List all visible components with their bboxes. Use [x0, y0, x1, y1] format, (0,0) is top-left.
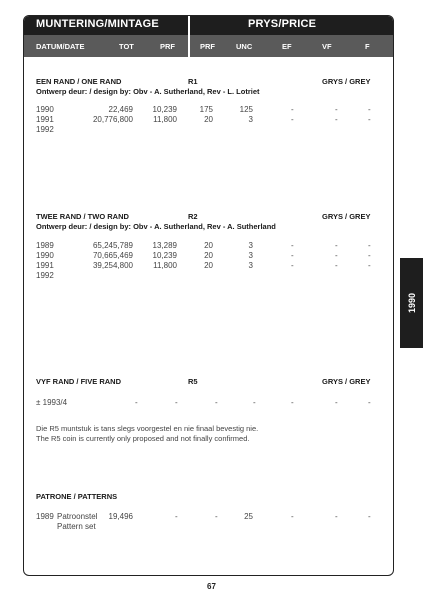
r1-row1-unc: 125 [239, 105, 253, 114]
r5-note-english: The R5 coin is currently only proposed and not finally confirmed. [36, 434, 250, 443]
page-number: 67 [207, 582, 216, 591]
r1-row2-ef: - [291, 115, 294, 124]
r1-metal: GRYS / GREY [322, 77, 371, 86]
col-prf: PRF [160, 42, 175, 51]
r2-row3-vf: - [335, 261, 338, 270]
r5-note-afrikaans: Die R5 muntstuk is tans slegs voorgestel en nie finaal bevestig nie. [36, 424, 259, 433]
r2-row3-year: 1991 [36, 261, 54, 270]
r1-design: Ontwerp deur: / design by: Obv - A. Sutherland, Rev - L. Lotriet [36, 87, 260, 96]
patterns-row1-vf: - [335, 512, 338, 521]
patterns-row1-ef: - [291, 512, 294, 521]
r2-row2-unc: 3 [248, 251, 253, 260]
r2-row2-tot: 70,665,469 [92, 251, 133, 260]
r1-row1-year: 1990 [36, 105, 54, 114]
patterns-title: PATRONE / PATTERNS [36, 492, 118, 501]
patterns-row1-prf: - [175, 512, 178, 521]
r5-row1-unc: - [253, 398, 256, 407]
r5-code: R5 [188, 377, 198, 386]
col-ef: EF [282, 42, 292, 51]
col-unc: UNC [236, 42, 253, 51]
col-price-prf: PRF [200, 42, 215, 51]
r2-metal: GRYS / GREY [322, 212, 371, 221]
r2-row2-year: 1990 [36, 251, 54, 260]
r2-row1-vf: - [335, 241, 338, 250]
r1-row2-f: - [368, 115, 371, 124]
r5-row1-f: - [368, 398, 371, 407]
r5-row1-tot: - [135, 398, 138, 407]
col-f: F [365, 42, 370, 51]
r1-row3-year: 1992 [36, 125, 54, 134]
r2-row1-year: 1989 [36, 241, 54, 250]
patterns-row1-unc: 25 [244, 512, 253, 521]
r2-row2-vf: - [335, 251, 338, 260]
r2-row1-ef: - [291, 241, 294, 250]
r2-row2-prf2: 20 [204, 251, 213, 260]
r1-row1-prf: 10,239 [152, 105, 177, 114]
patterns-row1-prf2: - [215, 512, 218, 521]
r1-row2-prf2: 20 [204, 115, 213, 124]
price-title: PRYS/PRICE [248, 18, 317, 30]
header-divider [188, 16, 190, 57]
r2-row1-prf: 13,289 [152, 241, 177, 250]
r1-row2-unc: 3 [248, 115, 253, 124]
r1-row1-prf2: 175 [199, 105, 213, 114]
r2-row1-tot: 65,245,789 [92, 241, 133, 250]
year-side-tab-label: 1990 [406, 292, 417, 314]
r5-row1-vf: - [335, 398, 338, 407]
r5-row1-ef: - [291, 398, 294, 407]
page-frame [23, 15, 394, 576]
r5-metal: GRYS / GREY [322, 377, 371, 386]
r2-row1-unc: 3 [248, 241, 253, 250]
r1-row1-vf: - [335, 105, 338, 114]
r2-title: TWEE RAND / TWO RAND [36, 212, 129, 221]
patterns-row1-tot: 19,496 [108, 512, 133, 521]
r1-row2-prf: 11,800 [153, 115, 177, 124]
r2-row3-tot: 39,254,800 [92, 261, 133, 270]
r2-row3-prf: 11,800 [153, 261, 177, 270]
r5-row1-prf2: - [215, 398, 218, 407]
r1-row2-tot: 20,776,800 [92, 115, 133, 124]
patterns-row1-name-en: Pattern set [57, 522, 96, 531]
r1-row1-ef: - [291, 105, 294, 114]
r2-row1-f: - [368, 241, 371, 250]
col-tot: TOT [119, 42, 134, 51]
patterns-row1-year: 1989 [36, 512, 54, 521]
col-vf: VF [322, 42, 332, 51]
r2-row3-ef: - [291, 261, 294, 270]
r1-row2-year: 1991 [36, 115, 54, 124]
patterns-row1-f: - [368, 512, 371, 521]
r5-row1-year: ± 1993/4 [36, 398, 68, 407]
r2-row2-f: - [368, 251, 371, 260]
patterns-row1-name-af: Patroonstel [57, 512, 98, 521]
r2-row2-ef: - [291, 251, 294, 260]
r1-row1-f: - [368, 105, 371, 114]
mintage-title: MUNTERING/MINTAGE [36, 18, 159, 30]
r2-row2-prf: 10,239 [152, 251, 177, 260]
r1-row2-vf: - [335, 115, 338, 124]
r5-title: VYF RAND / FIVE RAND [36, 377, 122, 386]
r2-design: Ontwerp deur: / design by: Obv - A. Sutherland, Rev - A. Sutherland [36, 222, 276, 231]
year-side-tab [400, 258, 423, 348]
r2-row3-prf2: 20 [204, 261, 213, 270]
r2-row4-year: 1992 [36, 271, 54, 280]
r2-code: R2 [188, 212, 198, 221]
col-date: DATUM/DATE [36, 42, 85, 51]
r1-row1-tot: 22,469 [108, 105, 133, 114]
r2-row3-unc: 3 [248, 261, 253, 270]
r5-row1-prf: - [175, 398, 178, 407]
r1-title: EEN RAND / ONE RAND [36, 77, 122, 86]
r1-code: R1 [188, 77, 198, 86]
r2-row1-prf2: 20 [204, 241, 213, 250]
r2-row3-f: - [368, 261, 371, 270]
